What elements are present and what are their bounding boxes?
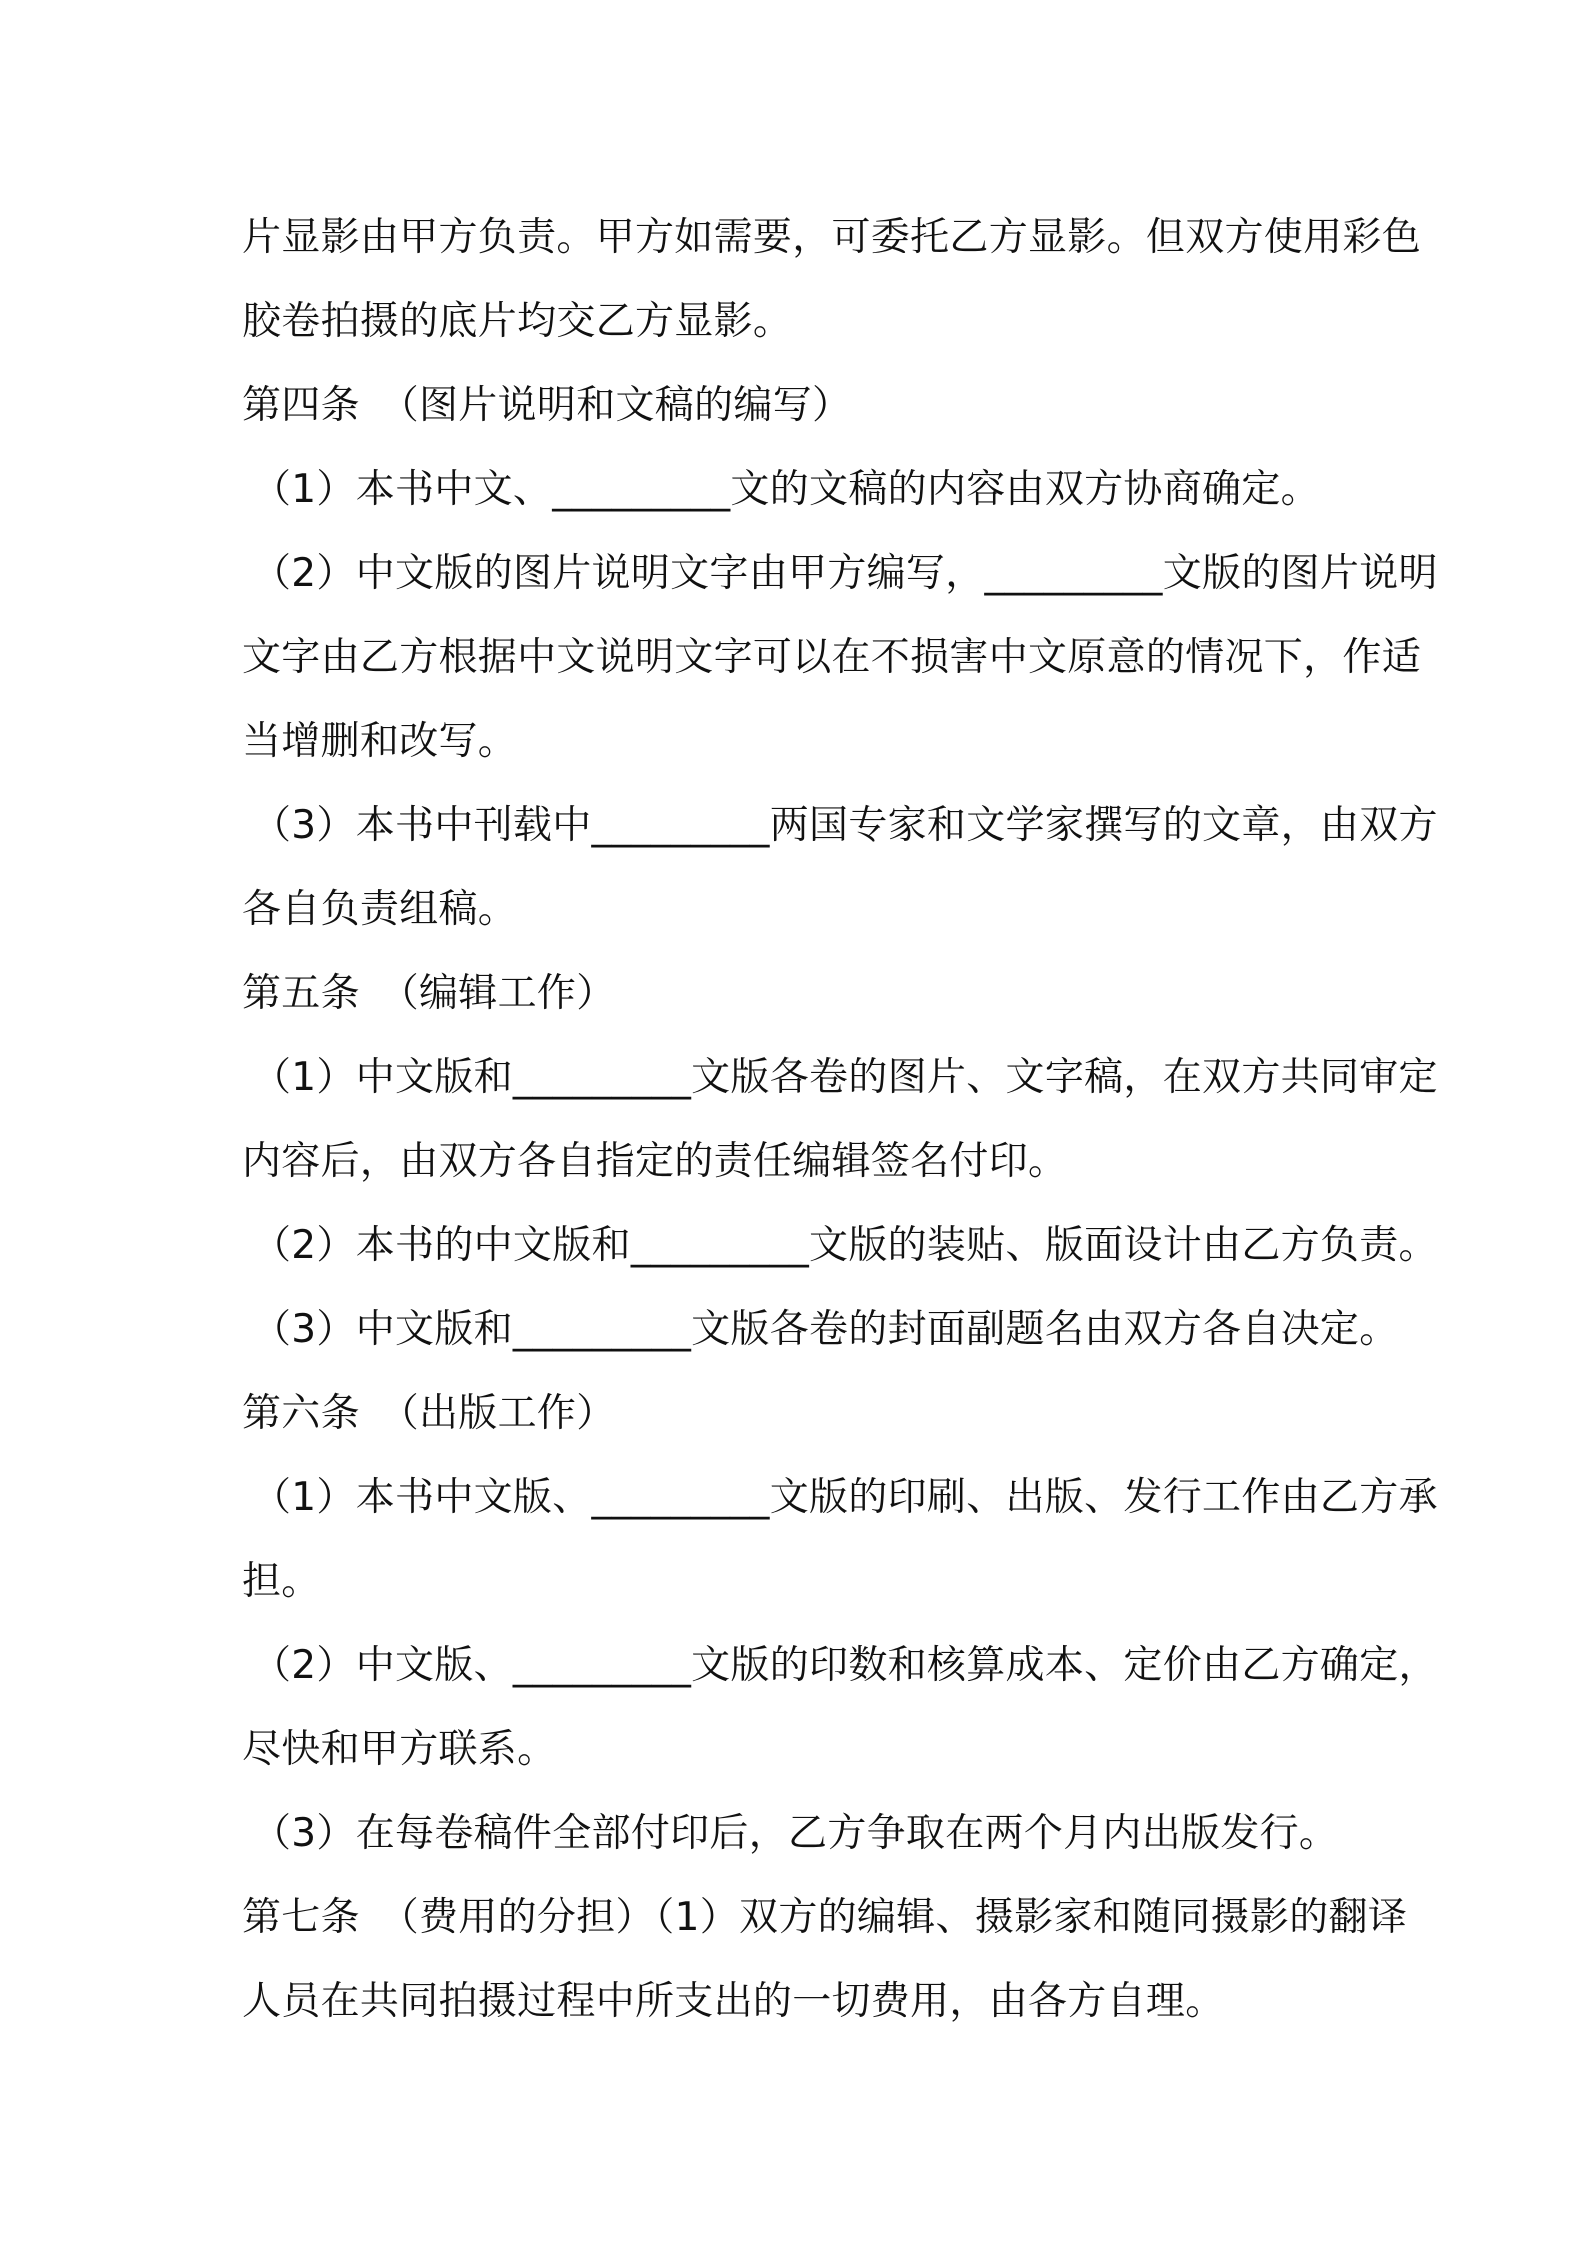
paragraph-line: 人员在共同拍摄过程中所支出的一切费用，由各方自理。 [242, 1979, 1225, 2024]
paragraph-line: 各自负责组稿。 [242, 887, 518, 932]
clause-5-2: （2）本书的中文版和_________文版的装贴、版面设计由乙方负责。 [252, 1223, 1438, 1268]
clause-4-3: （3）本书中刊载中_________两国专家和文学家撰写的文章，由双方 [252, 803, 1438, 848]
paragraph-line: 文字由乙方根据中文说明文字可以在不损害中文原意的情况下，作适 [242, 635, 1422, 680]
clause-5-3: （3）中文版和_________文版各卷的封面副题名由双方各自决定。 [252, 1307, 1399, 1352]
clause-6-2: （2）中文版、_________文版的印数和核算成本、定价由乙方确定， [252, 1643, 1438, 1688]
article-heading-6: 第六条 （出版工作） [242, 1391, 616, 1436]
article-heading-7: 第七条 （费用的分担）（1）双方的编辑、摄影家和随同摄影的翻译 [242, 1895, 1408, 1940]
clause-4-2: （2）中文版的图片说明文字由甲方编写，_________文版的图片说明 [252, 551, 1438, 596]
paragraph-line: 内容后，由双方各自指定的责任编辑签名付印。 [242, 1139, 1068, 1184]
document-page [242, 196, 1438, 2044]
paragraph-line: 担。 [242, 1559, 321, 1604]
article-heading-5: 第五条 （编辑工作） [242, 971, 616, 1016]
paragraph-line: 尽快和甲方联系。 [242, 1727, 557, 1772]
clause-6-1: （1）本书中文版、_________文版的印刷、出版、发行工作由乙方承 [252, 1475, 1438, 1520]
paragraph-line: 当增删和改写。 [242, 719, 518, 764]
clause-6-3: （3）在每卷稿件全部付印后，乙方争取在两个月内出版发行。 [252, 1811, 1339, 1856]
article-heading-4: 第四条 （图片说明和文稿的编写） [242, 383, 852, 428]
paragraph-line: 胶卷拍摄的底片均交乙方显影。 [242, 299, 793, 344]
clause-4-1: （1）本书中文、_________文的文稿的内容由双方协商确定。 [252, 467, 1320, 512]
paragraph-line: 片显影由甲方负责。甲方如需要，可委托乙方显影。但双方使用彩色 [242, 215, 1422, 260]
clause-5-1: （1）中文版和_________文版各卷的图片、文字稿，在双方共同审定 [252, 1055, 1438, 1100]
